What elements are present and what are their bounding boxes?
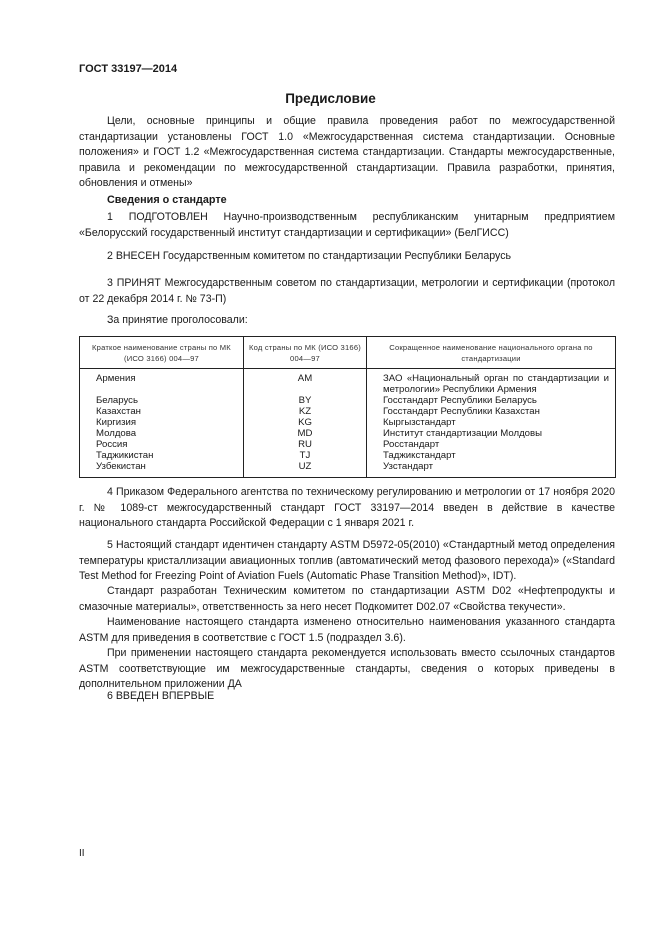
country-cell: Узбекистан	[80, 461, 244, 478]
item-3-adopted: 3 ПРИНЯТ Межгосударственным советом по стандартизации, метрологии и сертификации (протокол от 22 декабря 2014 г. № 73-П)	[79, 277, 615, 305]
voted-label: За принятие проголосовали:	[107, 314, 248, 326]
code-cell: TJ	[244, 450, 367, 461]
column-header-body: Сокращенное наименование национального органа по стандартизации	[367, 337, 616, 369]
standard-info-heading: Сведения о стандарте	[107, 194, 227, 206]
table-row	[80, 417, 616, 428]
code-cell: AM	[244, 369, 367, 396]
country-cell: Киргизия	[80, 417, 244, 428]
country-cell: Таджикистан	[80, 450, 244, 461]
item-5-references: При применении настоящего стандарта рекомендуется использовать вместо ссылочных стандартов ASTM соответствующие им межгосударственные стандарты, сведения о которых приведены в дополнительном приложении ДА	[79, 647, 615, 690]
table-row	[80, 439, 616, 450]
item-6-first-introduced: 6 ВВЕДЕН ВПЕРВЫЕ	[107, 690, 215, 702]
intro-paragraph: Цели, основные принципы и общие правила проведения работ по межгосударственной стандартизации установлены ГОСТ 1.0 «Межгосударственная система стандартизации. Основные положения» и ГОСТ 1.2 «Межгосударственная система стандартизации. Стандарты межгосударственные, правила и рекомендации по межгосударственной стандартизации. Правила разработки, принятия, обновления и отмены»	[79, 115, 615, 189]
table-row	[80, 461, 616, 478]
voting-table	[79, 336, 616, 478]
body-cell: Таджикстандарт	[367, 450, 616, 461]
body-cell: Институт стандартизации Молдовы	[367, 428, 616, 439]
table-row	[80, 450, 616, 461]
code-cell: RU	[244, 439, 367, 450]
country-cell: Молдова	[80, 428, 244, 439]
code-cell: BY	[244, 395, 367, 406]
code-cell: KZ	[244, 406, 367, 417]
country-cell: Казахстан	[80, 406, 244, 417]
page-title: Предисловие	[285, 91, 376, 106]
column-header-code: Код страны по МК (ИСО 3166) 004—97	[244, 337, 367, 369]
code-cell: UZ	[244, 461, 367, 478]
code-cell: MD	[244, 428, 367, 439]
table-row	[80, 395, 616, 406]
table-header-row	[80, 337, 616, 369]
document-code: ГОСТ 33197—2014	[79, 63, 178, 75]
body-cell: Росстандарт	[367, 439, 616, 450]
item-5-developer: Стандарт разработан Техническим комитетом по стандартизации ASTM D02 «Нефтепродукты и смазочные материалы», ответственность за него несет Подкомитет D02.07 «Свойства текучести».	[79, 585, 615, 613]
item-5-name-change: Наименование настоящего стандарта изменено относительно наименования указанного стандарта ASTM для приведения в соответствие с ГОСТ 1.5 (подраздел 3.6).	[79, 616, 615, 644]
item-1-prepared: 1 ПОДГОТОВЛЕН Научно-производственным республиканским унитарным предприятием «Белорусский государственный институт стандартизации и сертификации» (БелГИСС)	[79, 211, 615, 239]
table-row	[80, 369, 616, 396]
item-2-introduced: 2 ВНЕСЕН Государственным комитетом по стандартизации Республики Беларусь	[107, 250, 512, 262]
country-cell: Армения	[80, 369, 244, 396]
body-cell: ЗАО «Национальный орган по стандартизации и метрологии» Республики Армения	[367, 369, 616, 396]
body-cell: Кыргызстандарт	[367, 417, 616, 428]
column-header-country: Краткое наименование страны по МК (ИСО 3166) 004—97	[80, 337, 244, 369]
table-row	[80, 428, 616, 439]
item-4-order: 4 Приказом Федерального агентства по техническому регулированию и метрологии от 17 ноября 2020 г. № 1089-ст межгосударственный стандарт ГОСТ 33197—2014 введен в действие в качестве национального стандарта Российской Федерации с 1 января 2021 г.	[79, 486, 615, 529]
body-cell: Госстандарт Республики Казахстан	[367, 406, 616, 417]
body-cell: Узстандарт	[367, 461, 616, 478]
page-number: II	[79, 848, 85, 859]
code-cell: KG	[244, 417, 367, 428]
country-cell: Россия	[80, 439, 244, 450]
body-cell: Госстандарт Республики Беларусь	[367, 395, 616, 406]
item-5-identity: 5 Настоящий стандарт идентичен стандарту ASTM D5972-05(2010) «Стандартный метод определения температуры кристаллизации авиационных топлив (автоматический метод фазового перехода)» («Standard Test Method for Freezing Point of Aviation Fuels (Automatic Phase Transition Method)», IDT).	[79, 539, 615, 582]
table-row	[80, 406, 616, 417]
country-cell: Беларусь	[80, 395, 244, 406]
